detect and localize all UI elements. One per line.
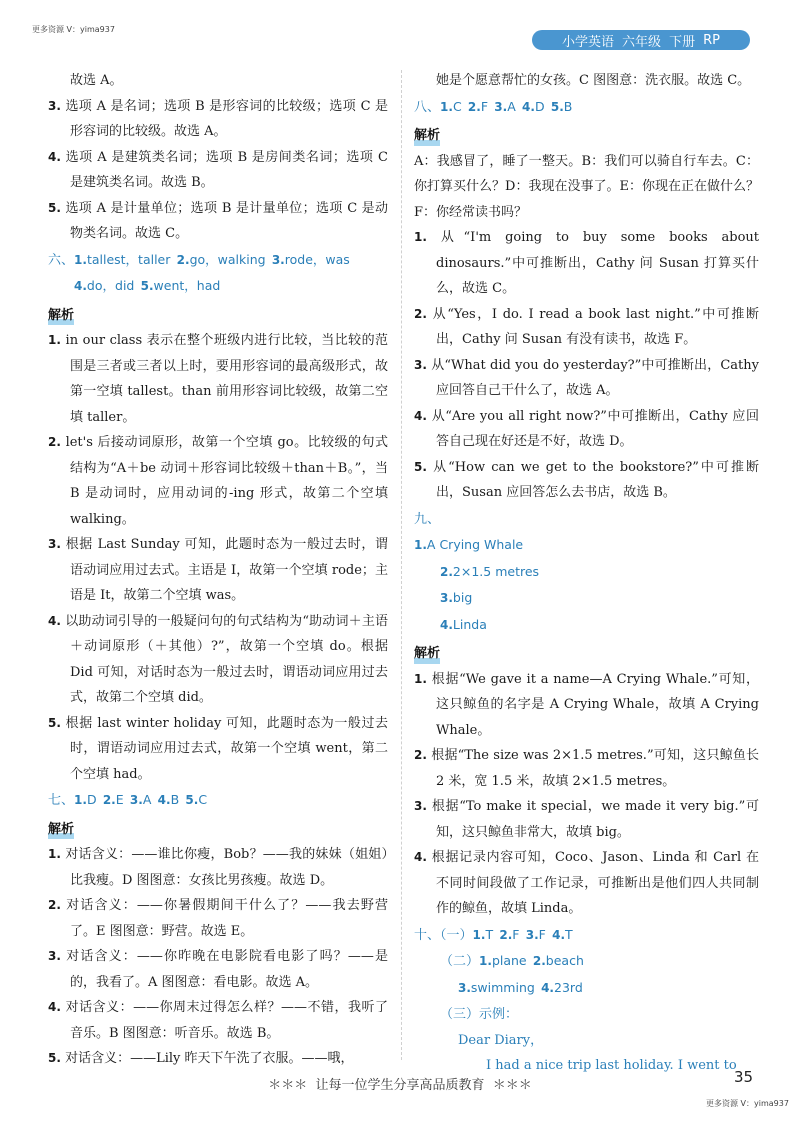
answer-text: F (538, 926, 546, 942)
answer-number: 3. (440, 591, 453, 605)
footer-stars-left: ＊＊＊ (268, 1078, 308, 1093)
item-text: 选项 A 是名词；选项 B 是形容词的比较级；选项 C 是形容词的比较级。故选 A。 (65, 98, 388, 139)
right-column (414, 68, 759, 1079)
item-number: 1. (414, 230, 441, 244)
answer-item (522, 99, 545, 114)
items-d (414, 225, 759, 506)
item-number: 1. (414, 671, 432, 686)
dialogue-options: A：我感冒了，睡了一整天。B：我们可以骑自行车去。C：你打算买什么？D：我现在没事了。E：你现在正在做什么？F：你经常读书吗？ (414, 153, 759, 220)
sec6-label: 六、 (48, 252, 75, 268)
answer-number: 4. (440, 617, 453, 632)
items-e (414, 667, 759, 922)
item-text: 根据 Last Sunday 可知，此题时态为一般过去时，谓语动词应用过去式。主语是 I，故第一个空填 rode；主语是 It，故第二个空填 was。 (65, 537, 388, 603)
answer-item (533, 953, 584, 968)
answer-line (414, 532, 759, 559)
sec9-items (414, 532, 759, 638)
analysis-heading: 解析 (48, 303, 74, 329)
answer-number: 1. (440, 99, 453, 114)
header-edition: RP (703, 32, 720, 48)
item-number: 1. (48, 333, 66, 347)
item-number: 4. (414, 850, 432, 864)
answer-item (414, 537, 523, 552)
sec6-answers-line2 (48, 273, 388, 300)
bottom-resource-note: 更多资源 V：yima937 (706, 1099, 789, 1108)
list-item (48, 944, 388, 995)
item-text: 根据“We gave it a name—A Crying Whale.”可知，这只鲸鱼的名字是 A Crying Whale，故填 A Crying Whale。 (431, 671, 759, 738)
answer-text: 2×1.5 metres (452, 563, 540, 579)
list-item (414, 353, 759, 404)
column-divider (401, 70, 402, 1060)
sec9-answers (414, 506, 759, 639)
answer-line (414, 585, 759, 612)
answer-number: 2. (440, 564, 453, 579)
answer-number: 5. (140, 279, 154, 293)
item-text: 根据 last winter holiday 可知，此题时态为一般过去时，谓语动词应用过去式，故第一个空填 went，第二个空填 had。 (65, 715, 388, 782)
sec10-part1-label: （一） (440, 927, 473, 943)
list-item (48, 995, 388, 1046)
sec8-label: 八、 (414, 99, 441, 115)
list-item (414, 404, 759, 455)
item-number: 3. (48, 949, 67, 963)
answer-text: A Crying Whale (426, 537, 524, 552)
item-number: 1. (48, 847, 66, 861)
answer-text: go，walking (189, 251, 266, 267)
items-b (48, 328, 388, 787)
answer-text: D (534, 98, 545, 114)
item-number: 2. (48, 898, 67, 912)
answer-text: went，had (153, 278, 221, 293)
answer-item (440, 99, 462, 114)
sec8-items (440, 99, 572, 114)
answer-text: F (480, 98, 489, 114)
sec10-part2a (479, 953, 584, 968)
answer-item (552, 927, 573, 942)
item-number: 3. (414, 357, 432, 372)
answer-text: D (86, 792, 97, 807)
answer-text: plane (491, 953, 527, 968)
item-number: 3. (48, 537, 66, 551)
analysis-heading: 解析 (48, 817, 74, 843)
list-item (48, 609, 388, 711)
diary-line: I had a nice trip last holiday. I went to (486, 1058, 737, 1073)
answer-item (141, 278, 221, 293)
item-number: 5. (414, 459, 434, 474)
analysis-heading: 解析 (414, 641, 440, 667)
answer-text: T (485, 926, 494, 942)
items-a (48, 94, 388, 247)
answer-text: tallest，taller (86, 251, 171, 267)
answer-number: 4. (541, 980, 554, 995)
answer-text: A (507, 98, 516, 114)
list-item (414, 667, 759, 744)
item-number: 3. (414, 799, 432, 813)
answer-number: 4. (157, 793, 171, 807)
sec6-answers (48, 247, 388, 274)
answer-item (499, 927, 519, 942)
item-text: 对话含义：——你昨晚在电影院看电影了吗？——是的，我看了。A 图图意：看电影。故选 A。 (66, 949, 388, 990)
sec6-line2 (74, 278, 220, 293)
answer-text: F (512, 926, 520, 942)
answer-item (74, 252, 170, 267)
sec7-answers (48, 787, 388, 814)
answer-text: E (115, 792, 124, 807)
item-text: 选项 A 是建筑类名词；选项 B 是房间类名词；选项 C 是建筑类名词。故选 B。 (65, 149, 388, 190)
answer-text: big (452, 590, 473, 605)
answer-line (414, 559, 759, 586)
sec10-part1 (473, 927, 573, 942)
item-text: in our class 表示在整个班级内进行比较，当比较的范围是三者或三者以上时，要用形容词的最高级形式，故第一空填 tallest。than 前用形容词比较级，故第二空填 taller。 (65, 333, 389, 425)
answer-item (526, 927, 546, 942)
item-text: 根据记录内容可知，Coco、Jason、Linda 和 Carl 在不同时间段做了工作记录，可推断出是他们四人共同制作的鲸鱼，故填 Linda。 (431, 850, 759, 916)
answer-item (74, 792, 97, 807)
footer-slogan-text: 让每一位学生分享高品质教育 (315, 1078, 485, 1093)
sec10-answers (414, 922, 759, 949)
answer-text: swimming (470, 979, 535, 995)
list-item (48, 711, 388, 788)
item-text: 根据“The size was 2×1.5 metres.”可知，这只鲸鱼长 2 米，宽 1.5 米，故填 2×1.5 metres。 (431, 748, 759, 789)
answer-item (158, 792, 180, 807)
item-text: 从“Yes，I do. I read a book last night.”中可推断出，Cathy 问 Susan 有没有读书，故选 F。 (432, 306, 760, 347)
item-text: 从“Are you all right now?”中可推断出，Cathy 应回答自己现在好还是不好，故选 D。 (431, 408, 759, 449)
item-text: 选项 A 是计量单位；选项 B 是计量单位；选项 C 是动物类名词。故选 C。 (65, 200, 388, 241)
item-number: 4. (48, 149, 66, 164)
answer-item (130, 792, 151, 807)
header-badge (532, 30, 750, 50)
left-lead: 故选 A。 (70, 73, 123, 88)
list-item (48, 145, 388, 196)
answer-number: 5. (185, 793, 199, 807)
answer-text: T (565, 926, 573, 942)
sec10-part2b (458, 980, 583, 995)
list-item (414, 794, 759, 845)
item-text: 对话含义：——谁比你瘦，Bob？——我的妹妹（姐姐）比我瘦。D 图图意：女孩比男孩瘦。故选 D。 (65, 847, 389, 888)
item-text: 对话含义：——你周末过得怎么样？——不错，我听了音乐。B 图图意：听音乐。故选 B。 (65, 1000, 388, 1041)
answer-item (458, 980, 535, 995)
answer-item (103, 792, 124, 807)
footer-slogan (0, 1074, 800, 1093)
list-item (414, 743, 759, 794)
header-grade: 六年级 (622, 34, 662, 50)
answer-text: A (142, 792, 152, 807)
sec10-part3 (414, 1001, 759, 1028)
answer-text: C (452, 98, 462, 114)
answer-item (479, 953, 527, 968)
answer-item (473, 927, 494, 942)
item-text: 对话含义：——Lily 昨天下午洗了衣服。——哦， (65, 1051, 354, 1066)
item-number: 2. (414, 306, 433, 321)
list-item (414, 845, 759, 922)
item-text: 从“I'm going to buy some books about dinosaurs.”中可推断出，Cathy 问 Susan 打算买什么，故选 C。 (436, 230, 759, 296)
answer-number: 3. (271, 252, 285, 267)
answer-item (177, 252, 266, 267)
item-number: 5. (48, 200, 66, 215)
header-subject: 小学英语 (562, 34, 615, 50)
header-term: 下册 (669, 34, 696, 50)
sec10-part2b-line (414, 975, 759, 1002)
answer-number: 3. (525, 927, 539, 942)
list-item (414, 302, 759, 353)
answer-number: 1. (74, 252, 87, 267)
right-lead: 她是个愿意帮忙的女孩。C 图图意：洗衣服。故选 C。 (436, 73, 751, 88)
sec7-label: 七、 (48, 793, 75, 808)
top-resource-note: 更多资源 V：yima937 (32, 25, 115, 34)
answer-item (468, 99, 488, 114)
sec9-label: 九、 (414, 511, 441, 527)
answer-number: 4. (74, 279, 87, 293)
sec7-items (74, 792, 207, 807)
list-item (48, 842, 388, 893)
answer-text: 23rd (554, 979, 583, 995)
item-number: 4. (48, 1000, 66, 1014)
answer-number: 3. (494, 99, 508, 114)
answer-number: 2. (467, 99, 481, 114)
item-text: 根据“To make it special，we made it very big.”可知，这只鲸鱼非常大，故填 big。 (431, 799, 759, 840)
list-item (414, 455, 759, 506)
answer-item (494, 99, 515, 114)
answer-item (551, 99, 573, 114)
answer-number: 2. (176, 252, 190, 267)
answer-item (74, 278, 134, 293)
list-item (414, 225, 759, 302)
item-number: 3. (48, 98, 66, 113)
item-text: let's 后接动词原形，故第一个空填 go。比较级的句式结构为“A＋be 动词＋形容词比较级＋than＋B。”，当 B 是动词时，应用动词的-ing 形式，故第二个空填 walking。 (65, 435, 388, 527)
answer-number: 1. (74, 793, 87, 807)
answer-number: 4. (522, 99, 535, 114)
item-number: 2. (48, 435, 66, 449)
answer-text: B (170, 792, 180, 807)
diary-greeting: Dear Diary， (458, 1032, 544, 1048)
list-item (48, 196, 388, 247)
answer-item (272, 252, 350, 267)
page-number: 35 (734, 1068, 754, 1086)
answer-text: Linda (452, 616, 487, 632)
item-number: 2. (414, 748, 432, 762)
answer-number: 4. (552, 927, 566, 942)
answer-number: 2. (532, 954, 546, 968)
answer-item (440, 617, 487, 632)
left-column (48, 68, 388, 1072)
answer-number: 3. (458, 980, 471, 995)
answer-number: 3. (129, 793, 143, 807)
answer-number: 2. (102, 793, 116, 807)
answer-item (440, 590, 472, 605)
items-c (48, 842, 388, 1072)
item-number: 4. (414, 408, 432, 423)
analysis-heading: 解析 (414, 123, 440, 149)
answer-text: C (198, 792, 208, 807)
sec8-answers (414, 94, 759, 121)
answer-number: 5. (550, 99, 564, 114)
answer-item (185, 792, 207, 807)
answer-item (440, 564, 539, 579)
list-item (48, 94, 388, 145)
item-text: 对话含义：——你暑假期间干什么了？——我去野营了。E 图图意：野营。故选 E。 (66, 898, 388, 939)
list-item (48, 430, 388, 532)
item-text: 从“What did you do yesterday?”中可推断出，Cathy 应回答自己干什么了，故选 A。 (431, 357, 759, 398)
item-number: 5. (48, 715, 66, 730)
sec10-part2 (414, 948, 759, 975)
answer-number: 2. (499, 927, 513, 942)
list-item (48, 1046, 388, 1072)
footer-stars-right: ＊＊＊ (492, 1078, 532, 1093)
sec10-part2-label: （二） (440, 954, 480, 969)
answer-text: do，did (86, 278, 135, 293)
list-item (48, 532, 388, 609)
item-number: 5. (48, 1051, 66, 1065)
sec10-label: 十、 (414, 927, 441, 943)
sec6-line1 (74, 252, 350, 267)
answer-number: 1. (414, 538, 427, 552)
list-item (48, 893, 388, 944)
item-text: 从“How can we get to the bookstore?”中可推断出，Susan 应回答怎么去书店，故选 B。 (433, 459, 759, 500)
answer-item (541, 980, 583, 995)
list-item (48, 328, 388, 430)
answer-number: 1. (479, 954, 492, 968)
answer-text: beach (545, 953, 584, 968)
answer-line (414, 612, 759, 639)
item-number: 4. (48, 613, 66, 628)
answer-text: rode，was (284, 251, 350, 267)
answer-number: 1. (472, 927, 486, 942)
sec10-part3-label: （三）示例： (440, 1007, 519, 1022)
item-text: 以助动词引导的一般疑问句的句式结构为“助动词＋主语＋动词原形（＋其他）?”，故第一个空填 do。根据 Did 可知，对话时态为一般过去时，谓语动词应用过去式，故第二个空填 did。 (65, 613, 388, 705)
answer-text: B (563, 98, 573, 114)
